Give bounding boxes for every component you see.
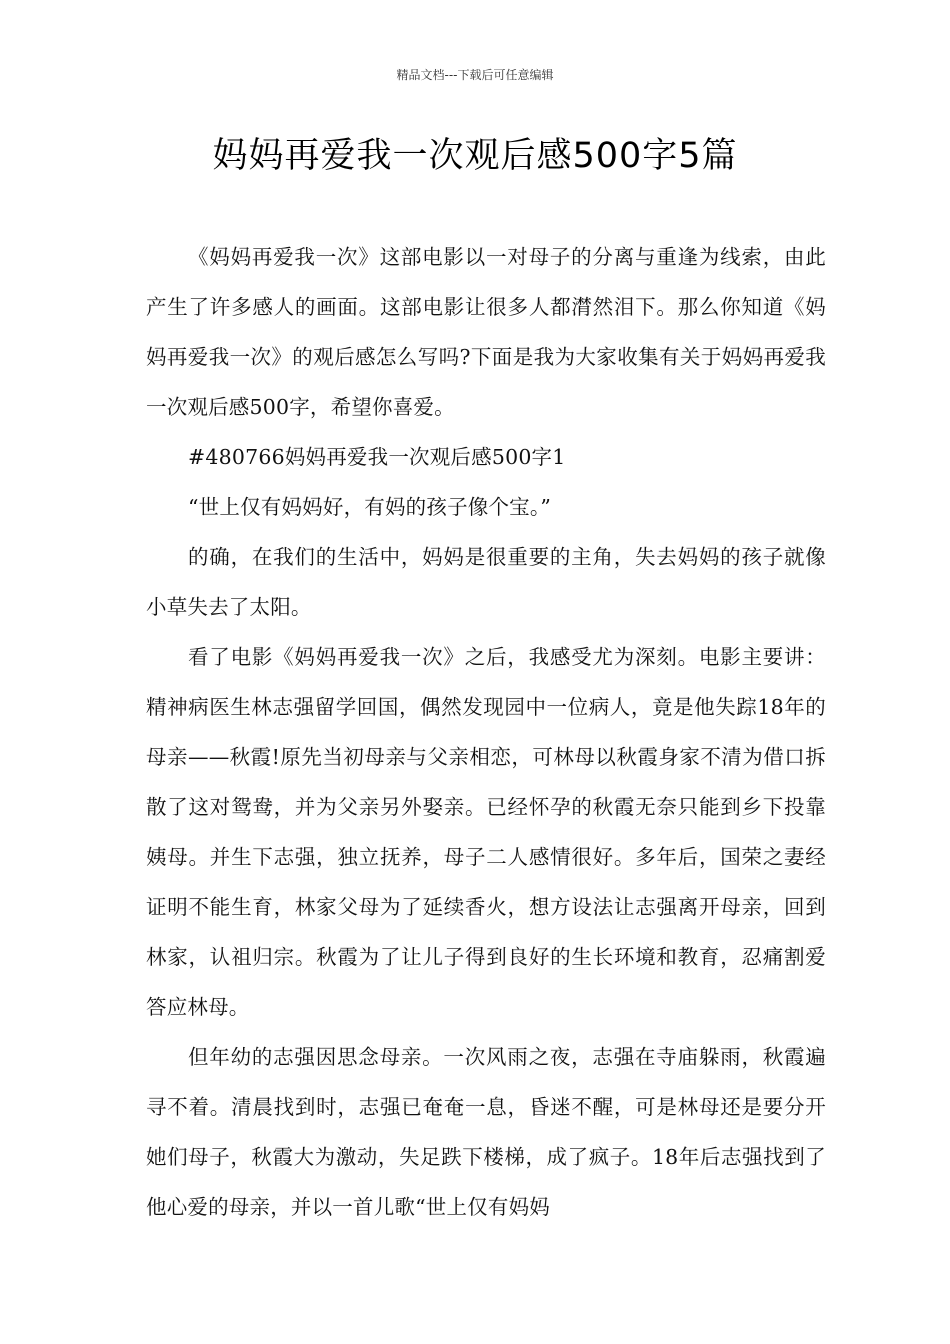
header-note: 精品文档---下载后可任意编辑 bbox=[396, 68, 554, 82]
document-body bbox=[146, 232, 826, 1232]
intro-paragraph: 《妈妈再爱我一次》这部电影以一对母子的分离与重逢为线索，由此产生了许多感人的画面。这部电影让很多人都潸然泪下。那么你知道《妈妈再爱我一次》的观后感怎么写吗?下面是我为大家收集有关于妈妈再爱我一次观后感500字，希望你喜爱。 bbox=[146, 245, 826, 419]
body-paragraph: 但年幼的志强因思念母亲。一次风雨之夜，志强在寺庙躲雨，秋霞遍寻不着。清晨找到时，志强已奄奄一息，昏迷不醒，可是林母还是要分开她们母子，秋霞大为激动，失足跌下楼梯，成了疯子。18年后志强找到了他心爱的母亲，并以一首儿歌“世上仅有妈妈 bbox=[146, 1045, 826, 1219]
body-paragraph: 看了电影《妈妈再爱我一次》之后，我感受尤为深刻。电影主要讲：精神病医生林志强留学回国，偶然发现园中一位病人，竟是他失踪18年的母亲——秋霞!原先当初母亲与父亲相恋，可林母以秋霞身家不清为借口拆散了这对鸳鸯，并为父亲另外娶亲。已经怀孕的秋霞无奈只能到乡下投靠姨母。并生下志强，独立抚养，母子二人感情很好。多年后，国荣之妻经证明不能生育，林家父母为了延续香火，想方设法让志强离开母亲，回到林家，认祖归宗。秋霞为了让儿子得到良好的生长环境和教育，忍痛割爱答应林母。 bbox=[146, 645, 826, 1019]
section-heading: #480766妈妈再爱我一次观后感500字1 bbox=[188, 445, 566, 469]
quote-paragraph: “世上仅有妈妈好，有妈的孩子像个宝。” bbox=[188, 495, 552, 519]
body-paragraph: 的确，在我们的生活中，妈妈是很重要的主角，失去妈妈的孩子就像小草失去了太阳。 bbox=[146, 545, 826, 619]
document-title: 妈妈再爱我一次观后感500字5篇 bbox=[212, 136, 738, 176]
